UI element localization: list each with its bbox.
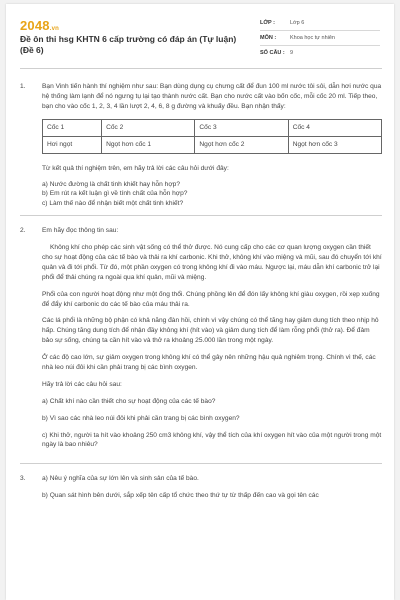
results-table <box>42 119 382 154</box>
sub-question-c: c) Làm thế nào để nhận biết một chất tinh khiết? <box>42 200 184 208</box>
meta-row-class <box>260 16 380 31</box>
table-cell: Ngọt hơn cốc 3 <box>288 136 381 153</box>
passage-paragraph: Phổi của con người hoạt động như một ống thổi. Chúng phồng lên để đón lấy không khí giàu oxygen, rồi xẹp xuống để đẩy khí carbonic do các tế bào của máu thải ra. <box>42 290 380 308</box>
logo-text: 2048 <box>20 18 50 33</box>
table-header: Cốc 2 <box>102 119 195 136</box>
table-header: Cốc 1 <box>43 119 102 136</box>
sub-question-b: b) Em rút ra kết luận gì về tính chất của hỗn hợp? <box>42 190 188 198</box>
question-divider <box>20 463 382 464</box>
sub-question-c: c) Khi thở, người ta hít vào khoảng 250 cm3 không khí, vậy thể tích của khí oxygen hít vào của một người trong một ngày là bao nhiêu? <box>42 431 382 449</box>
meta-table <box>260 16 380 60</box>
meta-value: 9 <box>290 50 294 56</box>
header-divider <box>20 68 382 69</box>
sub-question-a: a) Nước đường là chất tinh khiết hay hỗn hợp? <box>42 180 180 188</box>
question-prompt: Từ kết quả thí nghiệm trên, em hãy trả lời các câu hỏi dưới đây: <box>42 164 229 172</box>
document-page <box>6 4 394 600</box>
sub-question-b: b) Vì sao các nhà leo núi đôi khi phải cần trang bị các bình oxygen? <box>42 414 240 422</box>
sub-question-b: b) Quan sát hình bên dưới, sắp xếp tên cấp tổ chức theo thứ tự từ thấp đến cao và gọi tên các <box>42 492 319 500</box>
question-1 <box>20 82 382 209</box>
table-cell: Ngọt hơn cốc 1 <box>102 136 195 153</box>
table-row <box>43 136 382 153</box>
passage-paragraph: Các lá phổi là những bộ phận có khả năng đàn hồi, chính vì vậy chúng có thể tăng hay giảm dung tích theo nhịp hô hấp. Chúng tăng dung tích để nhận đầy không khí (hít vào) và giảm dung tích để làm rỗng phổi (thở ra). Để đảm bảo sự sống, chúng ta cần hít vào và thở ra khoảng 25.000 lần trong một ngày. <box>42 317 379 345</box>
question-intro: Bạn Vinh tiến hành thí nghiệm như sau: Bạn dùng dụng cụ chưng cất để đun 100 ml nước tôi sôi, dẫn hơi nước qua hệ thống làm lạnh để nó ngưng tụ lại tạo thành nước cất. Bạn cho nước cất vào bốn cốc, mỗi cốc 20 ml. Tiếp theo, bạn cho vào cốc 1, 2, 3, 4 lần lượt 2, 4, 6, 8 g đường và khuấy đều. Bạn nhận thấy: <box>42 83 382 110</box>
question-number: 1. <box>20 83 26 90</box>
question-number: 3. <box>20 475 26 483</box>
table-header-row <box>43 119 382 136</box>
meta-label: LỚP : <box>260 20 275 26</box>
questions <box>20 82 382 508</box>
question-prompt: Hãy trả lời các câu hỏi sau: <box>42 380 122 388</box>
sub-question-a: a) Chất khí nào cần thiết cho sự hoạt động của các tế bào? <box>42 397 216 405</box>
meta-value: Lớp 6 <box>290 20 305 26</box>
question-number: 2. <box>20 227 26 235</box>
question-2 <box>20 226 382 457</box>
question-intro: Em hãy đọc thông tin sau: <box>42 227 119 235</box>
question-3 <box>20 474 382 508</box>
meta-row-count <box>260 46 380 60</box>
question-divider <box>20 215 382 216</box>
meta-label: MÔN : <box>260 35 277 41</box>
table-header: Cốc 4 <box>288 119 381 136</box>
site-logo[interactable] <box>20 18 59 33</box>
meta-label: SỐ CÂU : <box>260 50 285 56</box>
sub-question-a: a) Nêu ý nghĩa của sự lớn lên và sinh sản của tế bào. <box>42 475 199 483</box>
logo-suffix: .vn <box>49 26 60 32</box>
meta-row-subject <box>260 31 380 46</box>
passage-paragraph: Không khí cho phép các sinh vật sống có thể thở được. Nó cung cấp cho các cơ quan lượng oxygen cần thiết cho sự hoạt động của các tế bào và thải ra khí carbonic. Khi thở, không khí vào miệng và mũi, sau đó chuyển tới khí quản và đi tới phổi. Từ đó, một phần oxygen có trong không khí đi vào máu. Ngược lại, máu dẫn khí carbonic trở lại phổi để thải chúng ra ngoài qua khí quản, mũi và miệng. <box>42 244 382 281</box>
table-cell: Ngọt hơn cốc 2 <box>195 136 288 153</box>
table-header: Cốc 3 <box>195 119 288 136</box>
meta-value: Khoa học tự nhiên <box>290 35 335 41</box>
document-title: Đề ôn thi hsg KHTN 6 cấp trường có đáp án (Tự luận) (Đề 6) <box>20 34 237 55</box>
table-cell: Hơi ngọt <box>43 136 102 153</box>
passage-paragraph: Ở các độ cao lớn, sự giảm oxygen trong không khí có thể gây nên những hậu quả nghiêm trọng. Chính vì thế, các nhà leo núi đôi khi cần phải trang bị các bình oxygen. <box>42 354 376 372</box>
